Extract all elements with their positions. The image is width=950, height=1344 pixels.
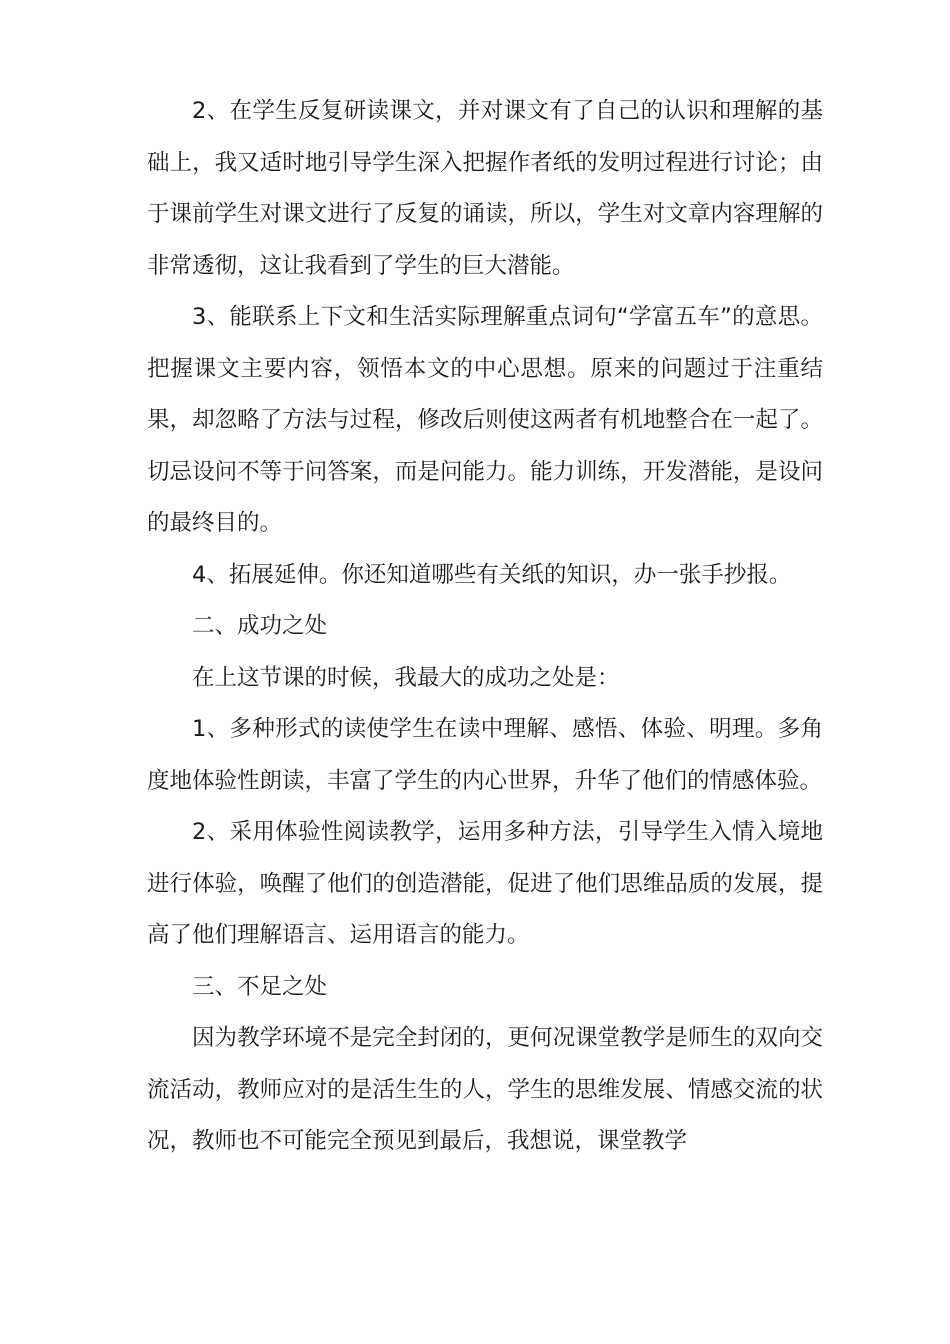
paragraph-point-2-rereading: 2、在学生反复研读课文，并对课文有了自己的认识和理解的基础上，我又适时地引导学生深入把握作者纸的发明过程进行讨论；由于课前学生对课文进行了反复的诵读，所以，学生对文章内容理解的非常透彻，这让我看到了学生的巨大潜能。 xyxy=(147,98,823,279)
document-body xyxy=(147,86,823,1168)
paragraph-success-1-reading: 1、多种形式的读使学生在读中理解、感悟、体验、明理。多角度地体验性朗读，丰富了学生的内心世界，升华了他们的情感体验。 xyxy=(147,716,823,794)
paragraph-successes-intro: 在上这节课的时候，我最大的成功之处是： xyxy=(192,664,620,691)
paragraph-point-4-extension: 4、拓展延伸。你还知道哪些有关纸的知识，办一张手抄报。 xyxy=(192,561,792,588)
paragraph-shortcomings-text: 因为教学环境不是完全封闭的，更何况课堂教学是师生的双向交流活动，教师应对的是活生生的人，学生的思维发展、情感交流的状况，教师也不可能完全预见到最后，我想说，课堂教学 xyxy=(147,1025,823,1154)
paragraph-point-3-key-phrases: 3、能联系上下文和生活实际理解重点词句“学富五车”的意思。把握课文主要内容，领悟本文的中心思想。原来的问题过于注重结果，却忽略了方法与过程，修改后则使这两者有机地整合在一起了。切忌设问不等于问答案，而是问能力。能力训练，开发潜能，是设问的最终目的。 xyxy=(147,304,823,536)
section-heading-shortcomings: 三、不足之处 xyxy=(192,973,328,1000)
section-heading-successes: 二、成功之处 xyxy=(192,613,328,639)
paragraph-success-2-experiential: 2、采用体验性阅读教学，运用多种方法，引导学生入情入境地进行体验，唤醒了他们的创造潜能，促进了他们思维品质的发展，提高了他们理解语言、运用语言的能力。 xyxy=(147,819,823,948)
